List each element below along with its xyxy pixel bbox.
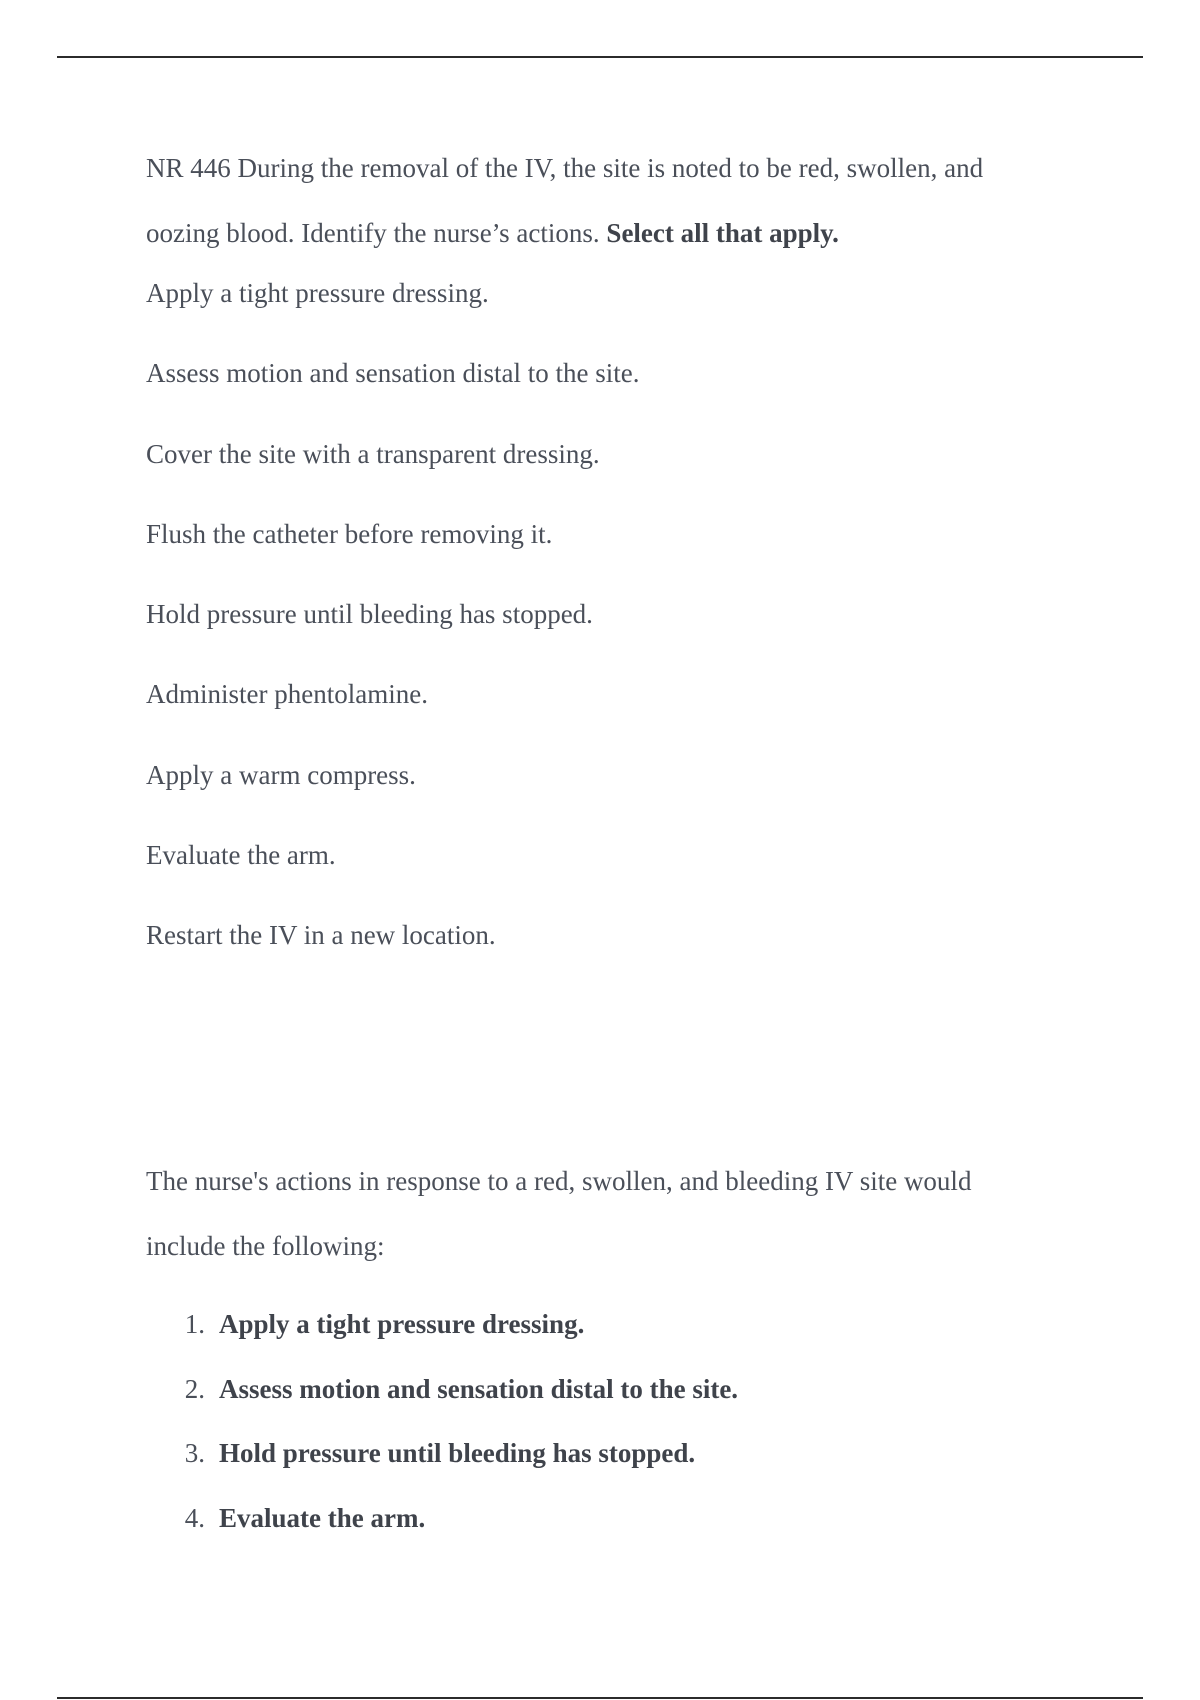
option-item: Flush the catheter before removing it. xyxy=(146,518,553,549)
options-list xyxy=(146,263,639,986)
answer-item xyxy=(146,1292,738,1357)
answer-item xyxy=(146,1486,738,1551)
bottom-divider xyxy=(57,1697,1143,1699)
answer-number: 3. xyxy=(184,1438,205,1468)
top-divider xyxy=(57,56,1143,58)
option-item: Cover the site with a transparent dressing. xyxy=(146,438,600,469)
answer-text: Evaluate the arm. xyxy=(219,1502,426,1533)
answer-text: Apply a tight pressure dressing. xyxy=(219,1309,585,1339)
answer-list xyxy=(146,1292,738,1550)
option-item: Assess motion and sensation distal to the site. xyxy=(146,358,640,389)
answer-number: 4. xyxy=(184,1502,205,1533)
option-item: Apply a warm compress. xyxy=(146,759,416,790)
answer-text: Assess motion and sensation distal to the site. xyxy=(219,1373,739,1404)
answer-item xyxy=(146,1357,738,1422)
answer-text: Hold pressure until bleeding has stopped. xyxy=(219,1438,696,1468)
answer-item xyxy=(146,1421,738,1486)
question-text xyxy=(146,136,1046,266)
answer-number: 2. xyxy=(184,1373,205,1404)
option-item: Restart the IV in a new location. xyxy=(146,920,496,951)
option-item: Apply a tight pressure dressing. xyxy=(146,278,489,308)
option-item: Hold pressure until bleeding has stopped. xyxy=(146,599,593,630)
answer-intro: The nurse's actions in response to a red, swollen, and bleeding IV site would include the following: xyxy=(146,1166,972,1261)
option-item: Evaluate the arm. xyxy=(146,840,336,871)
question-instruction: Select all that apply. xyxy=(606,218,839,248)
option-item: Administer phentolamine. xyxy=(146,679,428,710)
question-stem: NR 446 During the removal of the IV, the site is noted to be red, swollen, and oozing blood. Identify the nurse’s actions. xyxy=(146,153,984,248)
answer-number: 1. xyxy=(184,1309,205,1339)
